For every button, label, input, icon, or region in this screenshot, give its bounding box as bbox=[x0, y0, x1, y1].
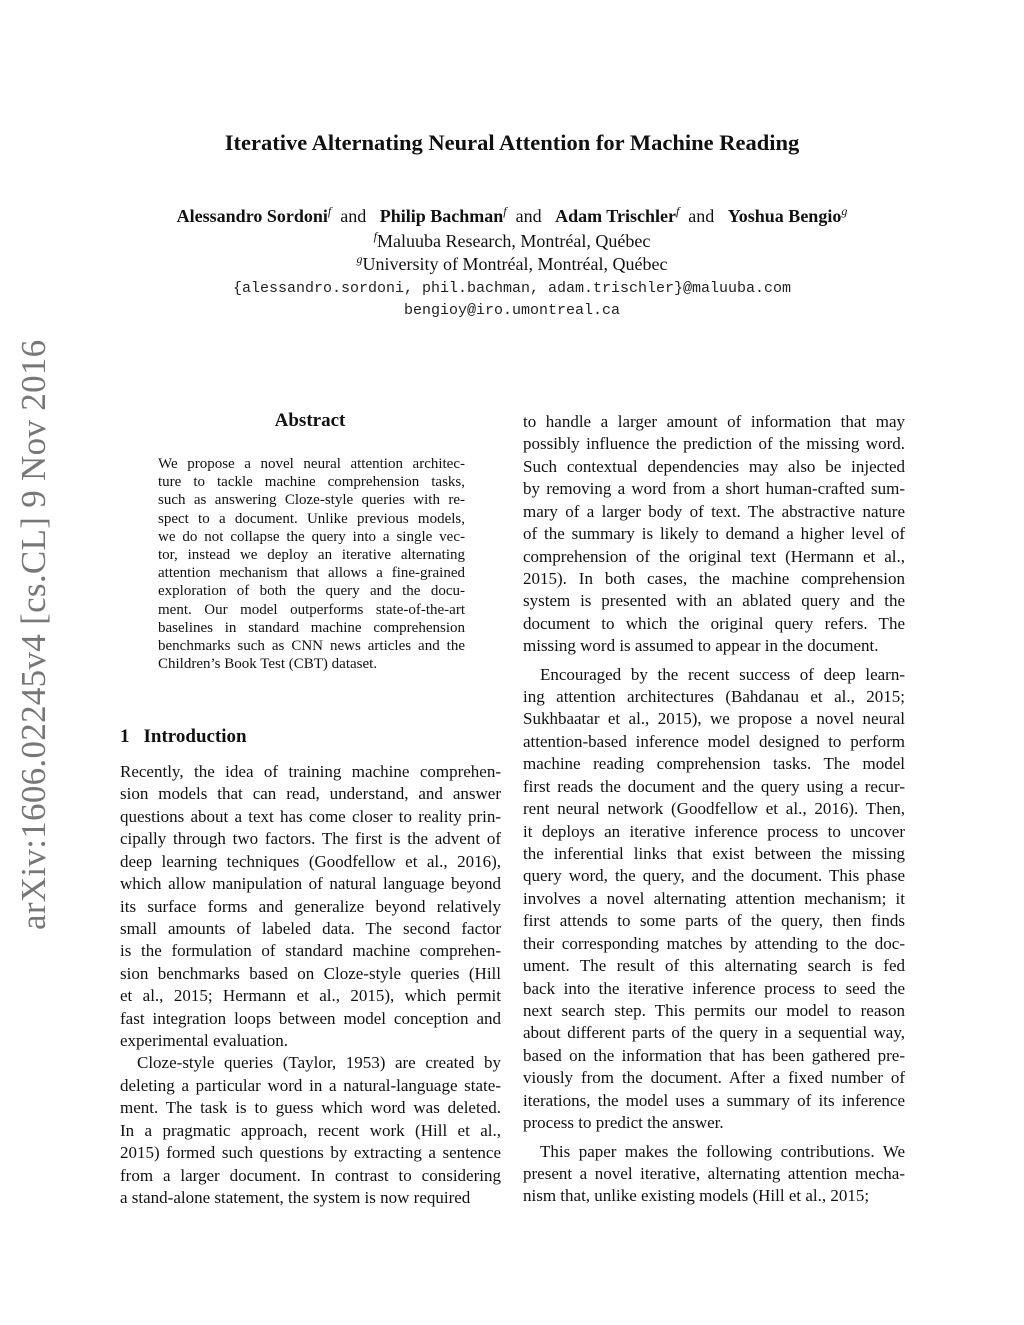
text-line: mary of a larger body of text. The abstractive nature bbox=[523, 501, 905, 521]
text-line: ing attention architectures (Bahdanau et al., 2015; bbox=[523, 687, 905, 707]
text-line: nism that, unlike existing models (Hill et al., 2015; bbox=[523, 1186, 870, 1206]
text-line: involves a novel alternating attention mechanism; it bbox=[523, 888, 905, 908]
text-line: attention mechanism that allows a fine-grained bbox=[158, 565, 465, 582]
text-line: experimental evaluation. bbox=[120, 1031, 289, 1051]
text-line: questions about a text has come closer to reality prin- bbox=[120, 806, 501, 826]
text-line: 2015). In both cases, the machine comprehension bbox=[523, 568, 905, 588]
text-line: such as answering Cloze-style queries with re- bbox=[158, 492, 465, 509]
text-line: deep learning techniques (Goodfellow et al., 2016), bbox=[120, 851, 501, 871]
author-mark: f bbox=[503, 204, 507, 218]
text-line: We propose a novel neural attention architec- bbox=[158, 456, 465, 472]
left-column bbox=[120, 761, 501, 1209]
text-line: document to which the original query refers. The bbox=[523, 613, 905, 633]
text-line: In a pragmatic approach, recent work (Hill et al., bbox=[120, 1120, 501, 1140]
text-line: we do not collapse the query into a single vec- bbox=[158, 528, 465, 545]
text-line: machine reading comprehension tasks. The model bbox=[523, 754, 905, 774]
text-line: process to predict the answer. bbox=[523, 1113, 724, 1133]
text-line: rent neural network (Goodfellow et al., 2016). Then, bbox=[523, 799, 905, 819]
text-line: the inferential links that exist between the missing bbox=[523, 844, 905, 864]
text-line: et al., 2015; Hermann et al., 2015), which permit bbox=[120, 986, 501, 1006]
section-title: Introduction bbox=[143, 726, 247, 747]
paragraph bbox=[120, 1052, 501, 1209]
text-line: their corresponding matches by attending to the doc- bbox=[523, 933, 905, 953]
paragraph bbox=[523, 411, 905, 658]
affiliation bbox=[0, 229, 1024, 252]
text-line: from a larger document. In contrast to considering bbox=[120, 1165, 501, 1185]
and-text: and bbox=[515, 206, 542, 226]
text-line: This paper makes the following contributions. We bbox=[540, 1141, 905, 1161]
text-line: deleting a particular word in a natural-language state- bbox=[120, 1075, 501, 1095]
text-line: baselines in standard machine comprehension bbox=[158, 619, 465, 636]
text-line: it deploys an iterative inference process to uncover bbox=[523, 821, 905, 841]
paragraph bbox=[523, 1141, 905, 1208]
text-line: of the summary is likely to demand a higher level of bbox=[523, 524, 905, 544]
affiliation-text: University of Montréal, Montréal, Québec bbox=[362, 254, 668, 274]
affiliation-mark: g bbox=[356, 252, 363, 266]
text-line: iterations, the model uses a summary of its inference bbox=[523, 1090, 905, 1110]
text-line: next search step. This permits our model to reason bbox=[523, 1000, 905, 1020]
text-line: present a novel iterative, alternating attention mecha- bbox=[523, 1163, 905, 1183]
text-line: back into the iterative inference process to seed the bbox=[523, 978, 905, 998]
author-mark: f bbox=[675, 204, 680, 218]
author-name: Adam Trischler bbox=[555, 206, 676, 226]
text-line: attention-based inference model designed to perform bbox=[523, 731, 905, 751]
text-line: first attends to some parts of the query, then finds bbox=[523, 911, 905, 931]
affiliation-text: Maluuba Research, Montréal, Québec bbox=[376, 231, 651, 251]
author-name: Philip Bachman bbox=[379, 206, 504, 226]
author-name: Alessandro Sordoni bbox=[176, 206, 328, 226]
email: bengioy@iro.umontreal.ca bbox=[403, 302, 621, 319]
text-line: by removing a word from a short human-crafted sum- bbox=[523, 479, 905, 499]
arxiv-identifier: arXiv:1606.02245v4 [cs.CL] 9 Nov 2016 bbox=[14, 339, 53, 930]
affiliation-mark: f bbox=[373, 229, 377, 243]
text-line: Such contextual dependencies may also be injected bbox=[523, 456, 905, 476]
email: {alessandro.sordoni, phil.bachman, adam.trischler}@maluuba.com bbox=[232, 280, 792, 297]
author-mark: f bbox=[327, 204, 332, 218]
text-line: ment. The task is to guess which word was deleted. bbox=[120, 1098, 501, 1118]
text-line: sion models that can read, understand, and answer bbox=[120, 784, 501, 804]
text-line: tor, instead we deploy an iterative alternating bbox=[158, 547, 465, 564]
text-line: Encouraged by the recent success of deep learn- bbox=[540, 664, 905, 684]
text-line: Sukhbaatar et al., 2015), we propose a novel neural bbox=[523, 709, 905, 729]
text-line: fast integration loops between model conception and bbox=[120, 1008, 501, 1028]
text-line: comprehension of the original text (Hermann et al., bbox=[523, 546, 905, 566]
paragraph bbox=[158, 455, 465, 673]
author-list bbox=[0, 204, 1024, 227]
text-line: cipally through two factors. The first is the advent of bbox=[120, 829, 501, 849]
and-text: and bbox=[340, 206, 367, 226]
text-line: exploration of both the query and the docu- bbox=[158, 583, 465, 600]
paragraph bbox=[120, 761, 501, 1052]
author-name: Yoshua Bengio bbox=[727, 206, 842, 226]
text-line: first reads the document and the query using a recur- bbox=[523, 776, 905, 796]
abstract-body bbox=[158, 455, 465, 673]
text-line: benchmarks such as CNN news articles and the bbox=[158, 638, 465, 655]
text-line: ture to tackle machine comprehension tasks, bbox=[158, 474, 465, 491]
text-line: based on the information that has been gathered pre- bbox=[523, 1045, 905, 1065]
affiliation bbox=[0, 252, 1024, 275]
text-line: small amounts of labeled data. The second factor bbox=[120, 918, 501, 938]
text-line: about different parts of the query in a sequential way, bbox=[523, 1023, 905, 1043]
text-line: missing word is assumed to appear in the document. bbox=[523, 636, 879, 656]
text-line: its surface forms and generalize beyond relatively bbox=[120, 896, 501, 916]
text-line: spect to a document. Unlike previous models, bbox=[158, 510, 465, 527]
text-line: query word, the query, and the document. This phase bbox=[523, 866, 905, 886]
text-line: viously from the document. After a fixed number of bbox=[523, 1068, 905, 1088]
section-number: 1 bbox=[120, 726, 130, 747]
text-line: possibly influence the prediction of the missing word. bbox=[523, 434, 905, 454]
text-line: sion benchmarks based on Cloze-style queries (Hill bbox=[120, 963, 501, 983]
text-line: to handle a larger amount of information that may bbox=[523, 412, 905, 431]
text-line: ument. The result of this alternating search is fed bbox=[523, 956, 905, 976]
text-line: Cloze-style queries (Taylor, 1953) are created by bbox=[137, 1053, 501, 1073]
paragraph bbox=[523, 664, 905, 1135]
abstract-heading: Abstract bbox=[274, 410, 346, 431]
text-line: system is presented with an ablated query and the bbox=[523, 591, 905, 611]
section-heading bbox=[120, 726, 261, 748]
paper-title: Iterative Alternating Neural Attention for Machine Reading bbox=[224, 130, 800, 155]
text-line: a stand-alone statement, the system is now required bbox=[120, 1188, 471, 1208]
author-mark: g bbox=[841, 204, 848, 218]
text-line: is the formulation of standard machine comprehen- bbox=[120, 941, 501, 961]
text-line: which allow manipulation of natural language beyond bbox=[120, 874, 501, 894]
text-line: 2015) formed such questions by extracting a sentence bbox=[120, 1143, 501, 1163]
text-line: Recently, the idea of training machine comprehen- bbox=[120, 762, 501, 781]
text-line: Children’s Book Test (CBT) dataset. bbox=[158, 656, 378, 673]
right-column bbox=[523, 411, 905, 1208]
text-line: ment. Our model outperforms state-of-the-art bbox=[158, 601, 465, 618]
and-text: and bbox=[688, 206, 715, 226]
